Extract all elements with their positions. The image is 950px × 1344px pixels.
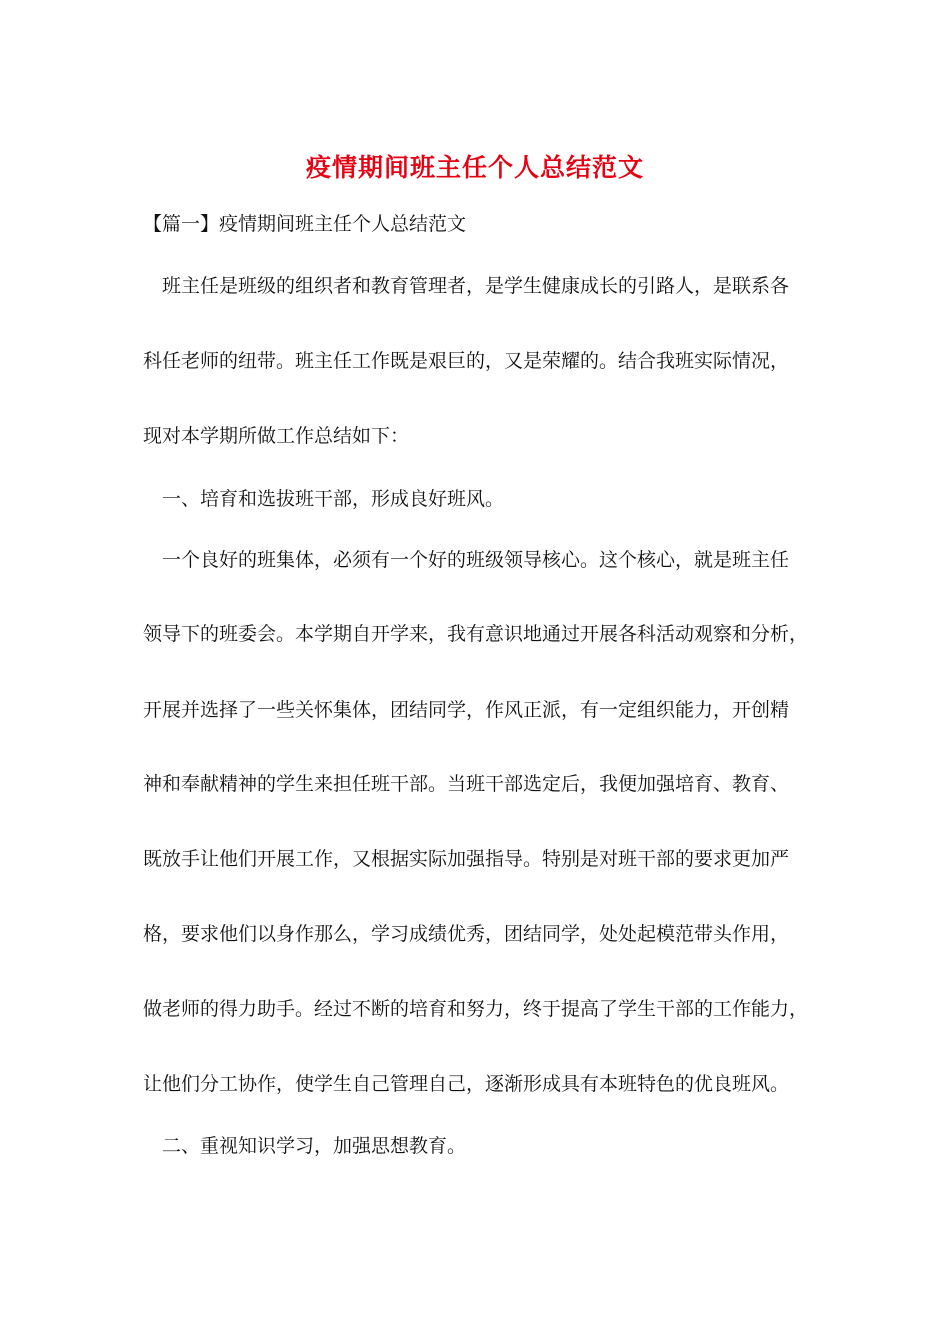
- body-line: 格，要求他们以身作那么，学习成绩优秀，团结同学，处处起模范带头作用，: [143, 923, 790, 945]
- body-line: 科任老师的纽带。班主任工作既是艰巨的，又是荣耀的。结合我班实际情况，: [143, 350, 790, 372]
- document-title: 疫情期间班主任个人总结范文: [305, 153, 644, 182]
- body-line: 一个良好的班集体，必须有一个好的班级领导核心。这个核心，就是班主任: [143, 549, 790, 571]
- subsection-heading: 一、培育和选拔班干部，形成良好班风。: [143, 488, 505, 510]
- body-line: 神和奉献精神的学生来担任班干部。当班干部选定后，我便加强培育、教育、: [143, 773, 790, 795]
- body-line: 开展并选择了一些关怀集体，团结同学，作风正派，有一定组织能力，开创精: [143, 699, 790, 721]
- body-line: 现对本学期所做工作总结如下：: [143, 425, 410, 447]
- subsection-heading: 二、重视知识学习，加强思想教育。: [143, 1135, 467, 1157]
- body-line: 让他们分工协作，使学生自己管理自己，逐渐形成具有本班特色的优良班风。: [143, 1073, 790, 1095]
- section-heading: 【篇一】疫情期间班主任个人总结范文: [143, 213, 467, 235]
- body-line: 做老师的得力助手。经过不断的培育和努力，终于提高了学生干部的工作能力，: [143, 998, 809, 1020]
- body-line: 领导下的班委会。本学期自开学来，我有意识地通过开展各科活动观察和分析，: [143, 623, 809, 645]
- body-line: 既放手让他们开展工作，又根据实际加强指导。特别是对班干部的要求更加严: [143, 848, 790, 870]
- body-line: 班主任是班级的组织者和教育管理者，是学生健康成长的引路人，是联系各: [143, 275, 790, 297]
